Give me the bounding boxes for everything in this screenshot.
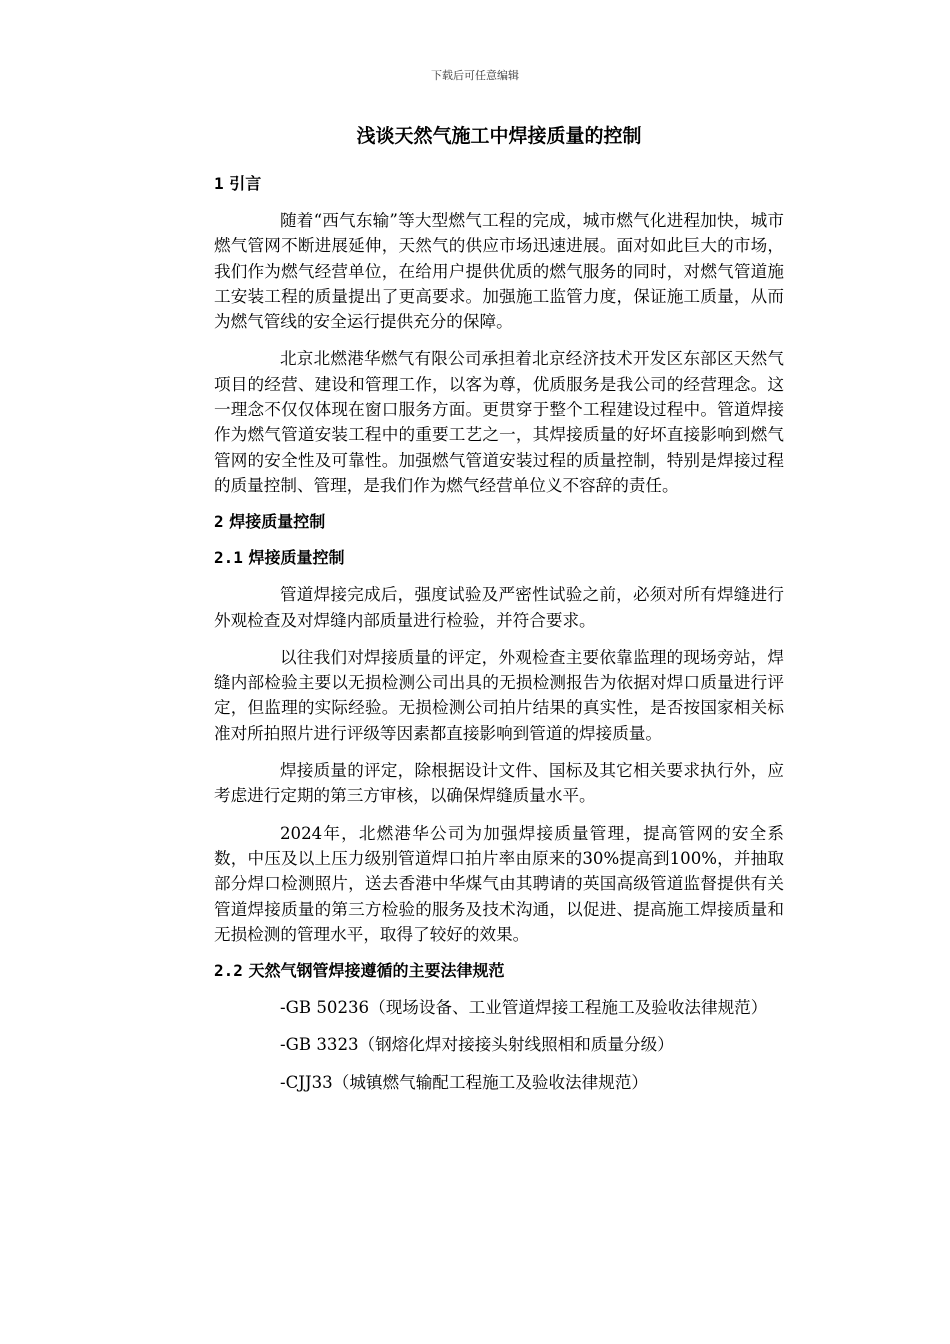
section-number: 1 (214, 174, 224, 193)
subsection-heading-2-1 (214, 546, 784, 570)
section-heading-1 (214, 172, 784, 196)
paragraph: 2024年，北燃港华公司为加强焊接质量管理，提高管网的安全系数，中压及以上压力级别管道焊口拍片率由原来的30%提高到100%，并抽取部分焊口检测照片，送去香港中华煤气由其聘请的英国高级管道监督提供有关管道焊接质量的第三方检验的服务及技术沟通，以促进、提高施工焊接质量和无损检测的管理水平，取得了较好的效果。 (214, 823, 784, 944)
section-title: 焊接质量控制 (248, 548, 345, 568)
paragraph: 管道焊接完成后，强度试验及严密性试验之前，必须对所有焊缝进行外观检查及对焊缝内部质量进行检验，并符合要求。 (214, 585, 784, 630)
header-note: 下载后可任意编辑 (431, 69, 519, 82)
section-number: 2.1 (214, 548, 243, 568)
section-title: 引言 (229, 174, 262, 193)
section-number: 2 (214, 512, 224, 532)
standard-item: -GB 3323（钢熔化焊对接接头射线照相和质量分级） (280, 1035, 674, 1055)
paragraph: 随着“西气东输”等大型燃气工程的完成，城市燃气化进程加快，城市燃气管网不断进展延伸，天然气的供应市场迅速进展。面对如此巨大的市场，我们作为燃气经营单位，在给用户提供优质的燃气服务的同时，对燃气管道施工安装工程的质量提出了更高要求。加强施工监管力度，保证施工质量，从而为燃气管线的安全运行提供充分的保障。 (214, 211, 784, 332)
paragraph: 北京北燃港华燃气有限公司承担着北京经济技术开发区东部区天然气项目的经营、建设和管理工作，以客为尊，优质服务是我公司的经营理念。这一理念不仅仅体现在窗口服务方面。更贯穿于整个工程建设过程中。管道焊接作为燃气管道安装工程中的重要工艺之一，其焊接质量的好坏直接影响到燃气管网的安全性及可靠性。加强燃气管道安装过程的质量控制，特别是焊接过程的质量控制、管理，是我们作为燃气经营单位义不容辞的责任。 (214, 349, 784, 495)
standard-item: -GB 50236（现场设备、工业管道焊接工程施工及验收法律规范） (280, 998, 768, 1018)
section-title: 天然气钢管焊接遵循的主要法律规范 (248, 961, 505, 981)
section-number: 2.2 (214, 961, 243, 981)
document-body (214, 118, 784, 1107)
section-heading-2 (214, 510, 784, 534)
paragraph: 以往我们对焊接质量的评定，外观检查主要依靠监理的现场旁站，焊缝内部检验主要以无损检测公司出具的无损检测报告为依据对焊口质量进行评定，但监理的实际经验。无损检测公司拍片结果的真实性，是否按国家相关标准对所拍照片进行评级等因素都直接影响到管道的焊接质量。 (214, 647, 784, 743)
subsection-heading-2-2 (214, 959, 784, 983)
standard-item: -CJJ33（城镇燃气输配工程施工及验收法律规范） (280, 1072, 649, 1092)
paragraph: 焊接质量的评定，除根据设计文件、国标及其它相关要求执行外，应考虑进行定期的第三方审核，以确保焊缝质量水平。 (214, 761, 784, 806)
section-title: 焊接质量控制 (229, 512, 326, 532)
document-title: 浅谈天然气施工中焊接质量的控制 (356, 125, 642, 147)
